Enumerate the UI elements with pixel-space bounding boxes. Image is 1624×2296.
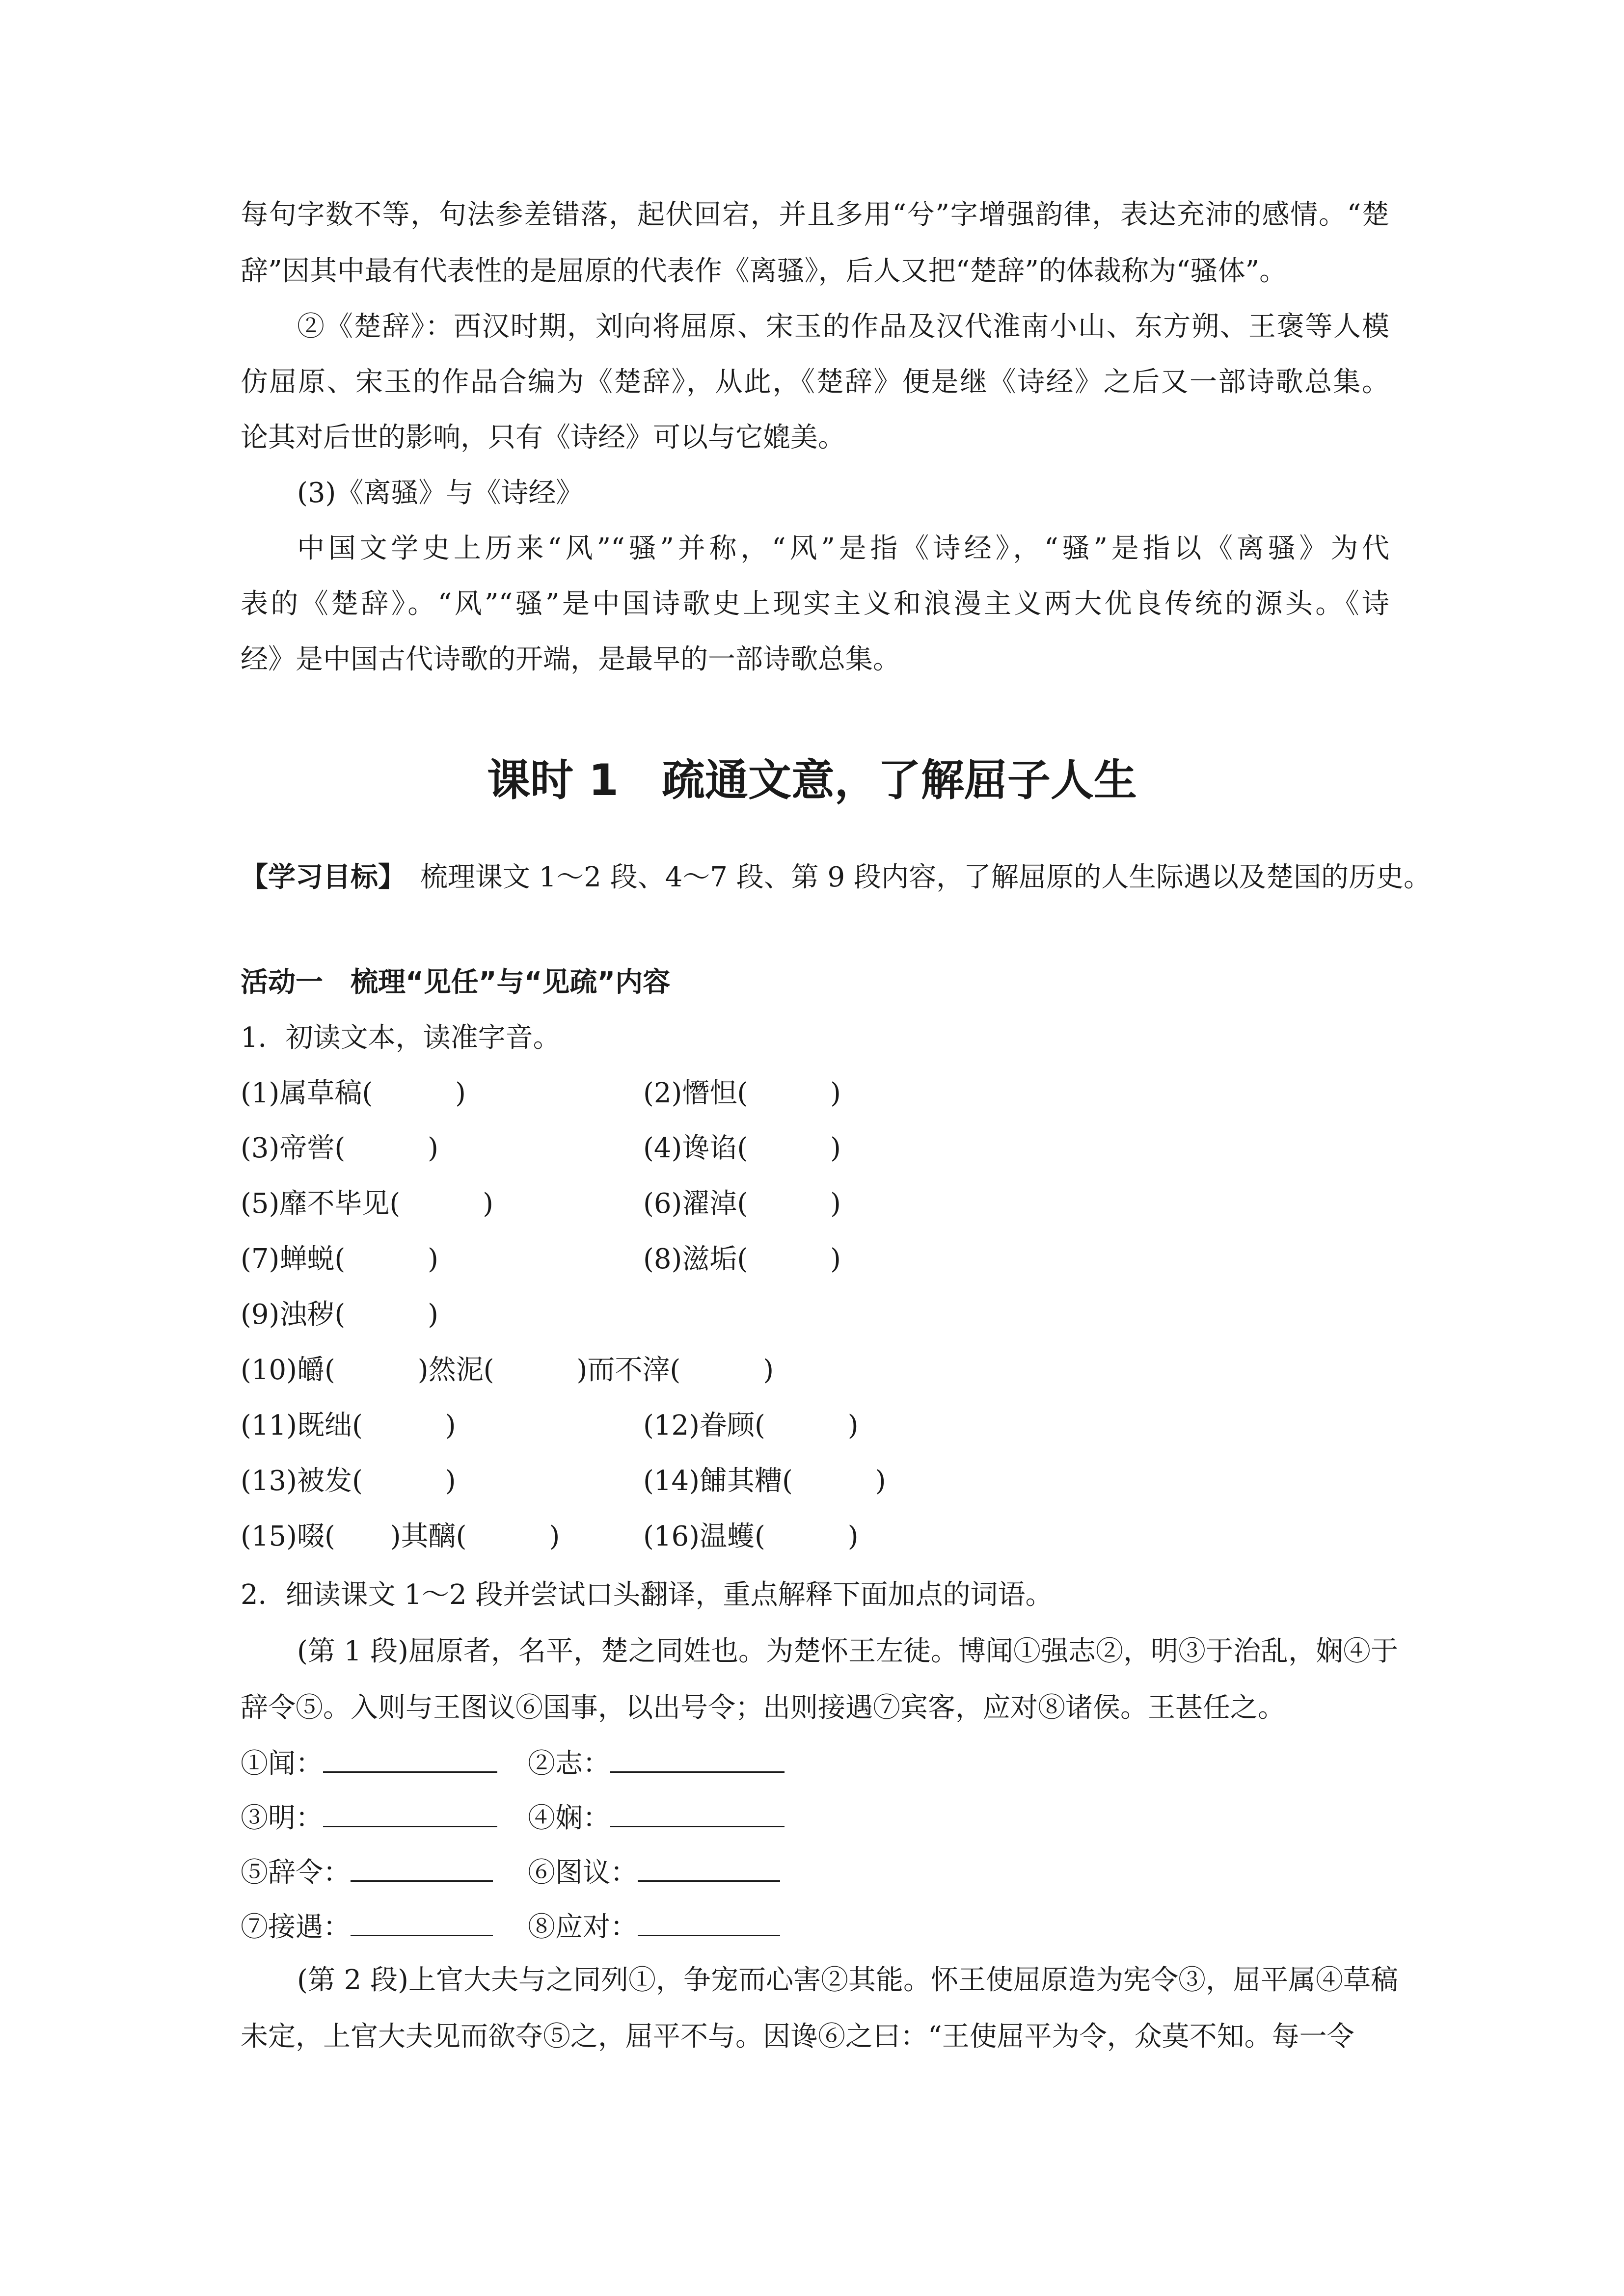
pronunciation-item: (2)憯怛( ) bbox=[643, 1077, 841, 1109]
term-item bbox=[528, 1853, 780, 1893]
term-item bbox=[241, 1907, 493, 1947]
term-item bbox=[241, 1798, 497, 1838]
paragraph-label: (第 2 段) bbox=[297, 1964, 408, 1996]
paragraph-1-line bbox=[297, 1632, 1398, 1671]
term-label: ⑤辞令： bbox=[241, 1857, 351, 1889]
pronunciation-item: (10)皭( )然泥( )而不滓( ) bbox=[241, 1354, 774, 1386]
answer-blank[interactable] bbox=[351, 1853, 493, 1882]
pronunciation-item: (9)浊秽( ) bbox=[241, 1299, 439, 1331]
answer-blank[interactable] bbox=[323, 1744, 497, 1773]
lesson-title: 课时 1 疏通文意，了解屈子人生 bbox=[487, 755, 1137, 805]
paragraph-label: (第 1 段) bbox=[297, 1635, 408, 1667]
intro-line: 表的《楚辞》。“风”“骚”是中国诗歌史上现实主义和浪漫主义两大优良传统的源头。《诗 bbox=[241, 588, 1389, 620]
paragraph-1-line: 辞令⑤。入则与王图议⑥国事，以出号令；出则接遇⑦宾客，应对⑧诸侯。王甚任之。 bbox=[241, 1692, 1285, 1724]
pronunciation-item: (3)帝喾( ) bbox=[241, 1132, 439, 1164]
term-item bbox=[528, 1744, 785, 1784]
term-item bbox=[528, 1907, 780, 1947]
term-item bbox=[241, 1853, 493, 1893]
pronunciation-item: (13)被发( ) bbox=[241, 1465, 456, 1497]
paragraph-text: 上官大夫与之同列①，争宠而心害②其能。怀王使屈原造为宪令③，屈平属④草稿 bbox=[408, 1964, 1398, 1996]
paragraph-text: 屈原者，名平，楚之同姓也。为楚怀王左徒。博闻①强志②，明③于治乱，娴④于 bbox=[408, 1635, 1398, 1667]
term-label: ②志： bbox=[528, 1748, 610, 1780]
pronunciation-item: (7)蝉蜕( ) bbox=[241, 1243, 439, 1275]
activity-heading: 活动一 梳理“见任”与“见疏”内容 bbox=[241, 966, 671, 998]
question-2: 2．细读课文 1～2 段并尝试口头翻译，重点解释下面加点的词语。 bbox=[241, 1579, 1053, 1611]
objective-text: 梳理课文 1～2 段、4～7 段、第 9 段内容，了解屈原的人生际遇以及楚国的历史。 bbox=[420, 861, 1431, 893]
pronunciation-item: (16)温蠖( ) bbox=[643, 1521, 859, 1552]
intro-line: 辞”因其中最有代表性的是屈原的代表作《离骚》，后人又把“楚辞”的体裁称为“骚体”。 bbox=[241, 255, 1287, 287]
paragraph-2-line bbox=[297, 1961, 1398, 2000]
answer-blank[interactable] bbox=[638, 1853, 780, 1882]
answer-blank[interactable] bbox=[638, 1907, 780, 1936]
pronunciation-item: (12)眷顾( ) bbox=[643, 1410, 859, 1442]
term-item bbox=[241, 1744, 497, 1784]
intro-line: 论其对后世的影响，只有《诗经》可以与它媲美。 bbox=[241, 422, 845, 454]
term-label: ④娴： bbox=[528, 1802, 610, 1834]
pronunciation-item: (11)既绌( ) bbox=[241, 1410, 456, 1442]
pronunciation-item: (6)濯淖( ) bbox=[643, 1188, 841, 1220]
answer-blank[interactable] bbox=[351, 1907, 493, 1936]
intro-line: 每句字数不等，句法参差错落，起伏回宕，并且多用“兮”字增强韵律，表达充沛的感情。“楚 bbox=[241, 199, 1389, 231]
intro-subheading: (3)《离骚》与《诗经》 bbox=[297, 477, 584, 509]
learning-objective bbox=[241, 858, 1431, 897]
term-label: ①闻： bbox=[241, 1748, 323, 1780]
term-label: ③明： bbox=[241, 1802, 323, 1834]
term-label: ⑥图议： bbox=[528, 1857, 638, 1889]
answer-blank[interactable] bbox=[610, 1744, 785, 1773]
paragraph-2-line: 未定，上官大夫见而欲夺⑤之，屈平不与。因谗⑥之曰：“王使屈平为令，众莫不知。每一令 bbox=[241, 2021, 1354, 2053]
pronunciation-item: (8)滋垢( ) bbox=[643, 1243, 841, 1275]
answer-blank[interactable] bbox=[323, 1798, 497, 1827]
question-1: 1．初读文本，读准字音。 bbox=[241, 1022, 561, 1054]
pronunciation-item: (15)啜( )其醨( ) bbox=[241, 1521, 560, 1552]
objective-label: 【学习目标】 bbox=[241, 861, 406, 893]
intro-line: 仿屈原、宋玉的作品合编为《楚辞》，从此，《楚辞》便是继《诗经》之后又一部诗歌总集。 bbox=[241, 366, 1389, 398]
term-item bbox=[528, 1798, 785, 1838]
intro-line: ②《楚辞》：西汉时期，刘向将屈原、宋玉的作品及汉代淮南小山、东方朔、王褒等人模 bbox=[297, 311, 1389, 343]
pronunciation-item: (1)属草稿( ) bbox=[241, 1077, 466, 1109]
pronunciation-item: (14)餔其糟( ) bbox=[643, 1465, 886, 1497]
pronunciation-item: (4)谗谄( ) bbox=[643, 1132, 841, 1164]
answer-blank[interactable] bbox=[610, 1798, 785, 1827]
term-label: ⑧应对： bbox=[528, 1911, 638, 1943]
intro-line: 经》是中国古代诗歌的开端，是最早的一部诗歌总集。 bbox=[241, 643, 900, 675]
pronunciation-item: (5)靡不毕见( ) bbox=[241, 1188, 494, 1220]
intro-line: 中国文学史上历来“风”“骚”并称，“风”是指《诗经》，“骚”是指以《离骚》为代 bbox=[297, 533, 1389, 564]
term-label: ⑦接遇： bbox=[241, 1911, 351, 1943]
